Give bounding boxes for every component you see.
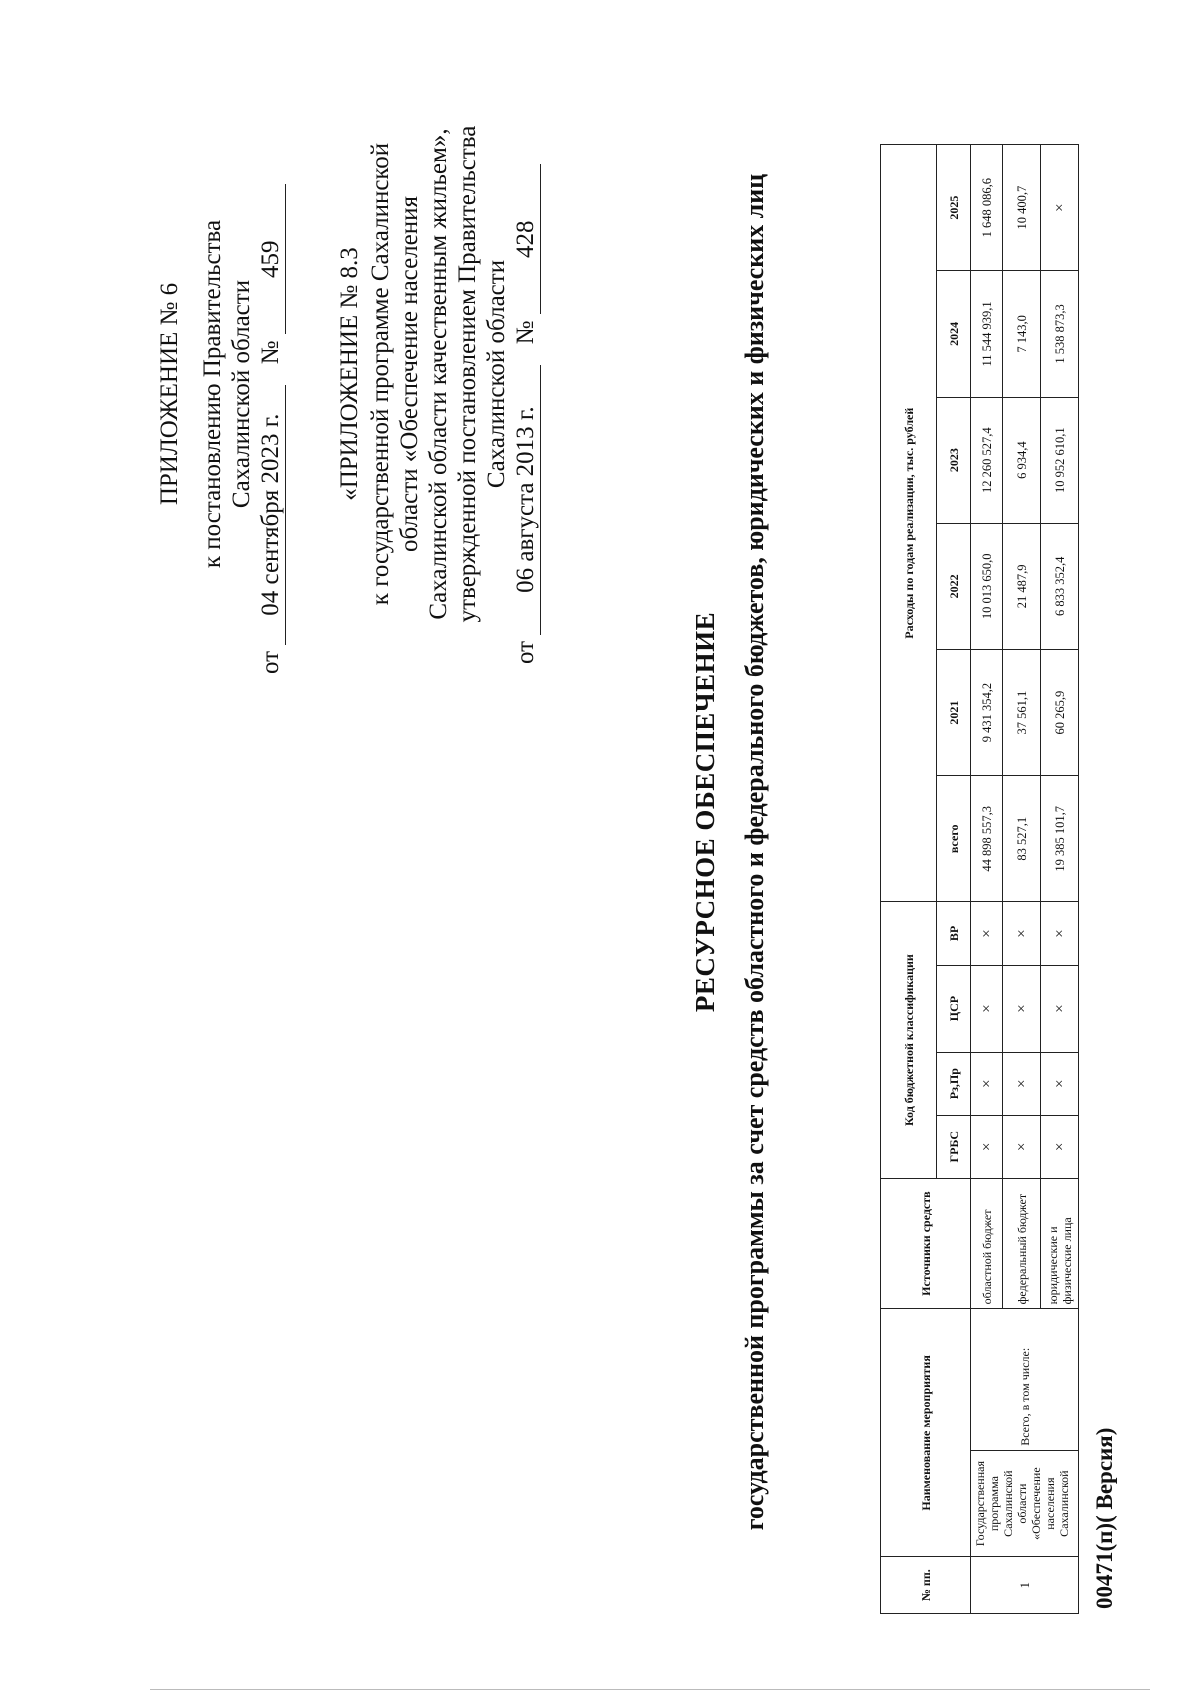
value-cell: 21 487,9: [1003, 523, 1041, 649]
resource-table: [880, 144, 1079, 1614]
annex-8-3-number-label: №: [512, 320, 539, 345]
source-cell: областной бюджет: [971, 1178, 1003, 1309]
value-cell: 1 648 086,6: [971, 145, 1003, 271]
value-cell: 6 934,4: [1003, 397, 1041, 523]
value-cell: 6 833 352,4: [1041, 523, 1079, 649]
annex-6-line1: к постановлению Правительства: [199, 219, 226, 569]
annex-8-3-line1: к государственной программе Сахалинской: [367, 142, 394, 606]
code-cell: ×: [971, 1115, 1003, 1178]
code-cell: ×: [1003, 902, 1041, 965]
annex-8-3-from-label: от: [512, 640, 539, 664]
code-cell: ×: [1041, 1052, 1079, 1115]
header-2025: 2025: [937, 145, 971, 271]
header-rzpr: Рз,Пр: [937, 1052, 971, 1115]
annex-8-3-line5: Сахалинской области: [483, 259, 510, 489]
header-name: Наименование мероприятия: [881, 1309, 971, 1557]
scan-fold-line: [150, 1689, 1150, 1690]
header-expenses-group: Расходы по годам реализации, тыс. рублей: [881, 145, 937, 902]
code-cell: ×: [971, 965, 1003, 1052]
value-cell: 83 527,1: [1003, 776, 1041, 902]
program-total-label: Всего, в том числе:: [971, 1309, 1079, 1450]
value-cell: 7 143,0: [1003, 271, 1041, 397]
code-cell: ×: [1041, 902, 1079, 965]
header-2024: 2024: [937, 271, 971, 397]
header-total: всего: [937, 776, 971, 902]
header-vr: ВР: [937, 902, 971, 965]
code-cell: ×: [971, 902, 1003, 965]
header-2022: 2022: [937, 523, 971, 649]
value-cell: 1 538 873,3: [1041, 271, 1079, 397]
annex-8-3-line3: Сахалинской области качественным жильем»,: [425, 128, 452, 620]
annex-6-from-label: от: [257, 650, 284, 674]
value-cell: 10 952 610,1: [1041, 397, 1079, 523]
header-code-group: Код бюджетной классификации: [881, 902, 937, 1178]
source-cell: федеральный бюджет: [1003, 1178, 1041, 1309]
annex-6-block: [155, 114, 286, 674]
header-2023: 2023: [937, 397, 971, 523]
value-cell: 60 265,9: [1041, 649, 1079, 775]
code-cell: ×: [1003, 1115, 1041, 1178]
row-number: 1: [971, 1557, 1079, 1614]
annex-8-3-date-line: [511, 84, 541, 664]
annex-8-3-date: 06 августа 2013 г.: [511, 365, 541, 635]
code-cell: ×: [1041, 965, 1079, 1052]
annex-8-3-block: [335, 84, 541, 664]
header-grbs: ГРБС: [937, 1115, 971, 1178]
code-cell: ×: [1003, 965, 1041, 1052]
value-cell: 10 013 650,0: [971, 523, 1003, 649]
document-title: РЕСУРСНОЕ ОБЕСПЕЧЕНИЕ: [690, 611, 720, 1013]
header-sources: Источники средств: [881, 1178, 971, 1309]
annex-6-number-label: №: [257, 340, 284, 365]
value-cell: 44 898 557,3: [971, 776, 1003, 902]
code-cell: ×: [971, 1052, 1003, 1115]
table-header-row: [881, 145, 937, 1614]
version-footer: 00471(п)( Версия): [1092, 1427, 1117, 1609]
code-cell: ×: [1041, 1115, 1079, 1178]
value-cell: 37 561,1: [1003, 649, 1041, 775]
annex-6-date-line: [256, 114, 286, 674]
annex-8-3-number: 428: [511, 164, 541, 314]
annex-8-3-line4: утвержденной постановлением Правительства: [454, 125, 481, 623]
program-name: Государственная программа Сахалинской области «Обеспечение населения Сахалинской: [971, 1450, 1079, 1557]
header-2021: 2021: [937, 649, 971, 775]
code-cell: ×: [1003, 1052, 1041, 1115]
value-cell: 10 400,7: [1003, 145, 1041, 271]
document-subtitle: государственной программы за счет средств областного и федерального бюджетов, юридических и физических лиц: [740, 173, 769, 1531]
source-cell: юридические и физические лица: [1041, 1178, 1079, 1309]
value-cell: 9 431 354,2: [971, 649, 1003, 775]
table-row: [971, 145, 1003, 1614]
annex-6-line2: Сахалинской области: [228, 279, 255, 509]
value-cell: ×: [1041, 145, 1079, 271]
header-csr: ЦСР: [937, 965, 971, 1052]
value-cell: 12 260 527,4: [971, 397, 1003, 523]
header-num: № пп.: [881, 1557, 971, 1614]
annex-6-number: 459: [256, 184, 286, 334]
annex-8-3-line2: области «Обеспечение населения: [396, 196, 423, 553]
annex-6-date: 04 сентября 2023 г.: [256, 385, 286, 645]
annex-6-title: ПРИЛОЖЕНИЕ № 6: [156, 282, 183, 506]
value-cell: 19 385 101,7: [1041, 776, 1079, 902]
annex-8-3-title: «ПРИЛОЖЕНИЕ № 8.3: [336, 247, 363, 501]
value-cell: 11 544 939,1: [971, 271, 1003, 397]
